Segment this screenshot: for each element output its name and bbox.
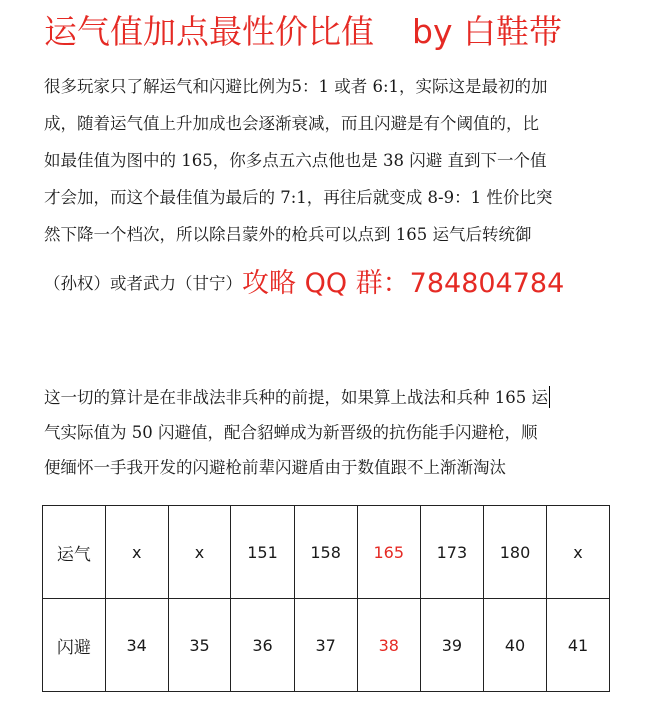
table-cell: 158 — [294, 506, 357, 599]
paragraph-line: 便缅怀一手我开发的闪避枪前辈闪避盾由于数值跟不上渐渐淘汰 — [44, 458, 506, 477]
table-cell: x — [168, 506, 231, 599]
table-cell: 39 — [420, 599, 483, 692]
table-row-luck — [43, 506, 610, 599]
table-cell: x — [105, 506, 168, 599]
luck-dodge-table — [42, 505, 610, 692]
paragraph-line-text: 这一切的算计是在非战法非兵种的前提，如果算上战法和兵种 165 运 — [44, 388, 548, 407]
table-cell: 151 — [231, 506, 294, 599]
table-cell: 35 — [168, 599, 231, 692]
table-cell: 173 — [420, 506, 483, 599]
paragraph-line: 才会加，而这个最佳值为最后的 7:1，再往后就变成 8-9：1 性价比突 — [44, 188, 553, 207]
table-cell: 40 — [483, 599, 546, 692]
paragraph-line-prefix: （孙权）或者武力（甘宁） — [44, 274, 242, 293]
table-cell: 36 — [231, 599, 294, 692]
page-title — [44, 10, 562, 54]
title-author: by 白鞋带 — [412, 12, 562, 51]
intro-paragraph — [44, 68, 604, 302]
table-cell: 34 — [105, 599, 168, 692]
table-cell: 180 — [483, 506, 546, 599]
paragraph-line — [44, 380, 604, 415]
paragraph-line: 如最佳值为图中的 165，你多点五六点他也是 38 闪避 直到下一个值 — [44, 151, 547, 170]
paragraph-line: 很多玩家只了解运气和闪避比例为5：1 或者 6:1，实际这是最初的加 — [44, 77, 548, 96]
table-cell: 41 — [547, 599, 610, 692]
qq-group-label: 攻略 QQ 群：784804784 — [242, 268, 565, 299]
table-cell-highlight: 165 — [357, 506, 420, 599]
text-cursor — [549, 386, 550, 408]
row-header-dodge: 闪避 — [43, 599, 106, 692]
table-cell-highlight: 38 — [357, 599, 420, 692]
table-row-dodge — [43, 599, 610, 692]
row-header-luck: 运气 — [43, 506, 106, 599]
table-cell: x — [547, 506, 610, 599]
title-main: 运气值加点最性价比值 — [44, 12, 374, 51]
table-cell: 37 — [294, 599, 357, 692]
paragraph-line: 然下降一个档次，所以除吕蒙外的枪兵可以点到 165 运气后转统御 — [44, 225, 532, 244]
paragraph-last-line — [44, 265, 604, 302]
paragraph-line: 成，随着运气值上升加成也会逐渐衰减，而且闪避是有个阈值的，比 — [44, 114, 539, 133]
paragraph-line: 气实际值为 50 闪避值，配合貂蝉成为新晋级的抗伤能手闪避枪，顺 — [44, 423, 538, 442]
note-paragraph — [44, 380, 604, 485]
